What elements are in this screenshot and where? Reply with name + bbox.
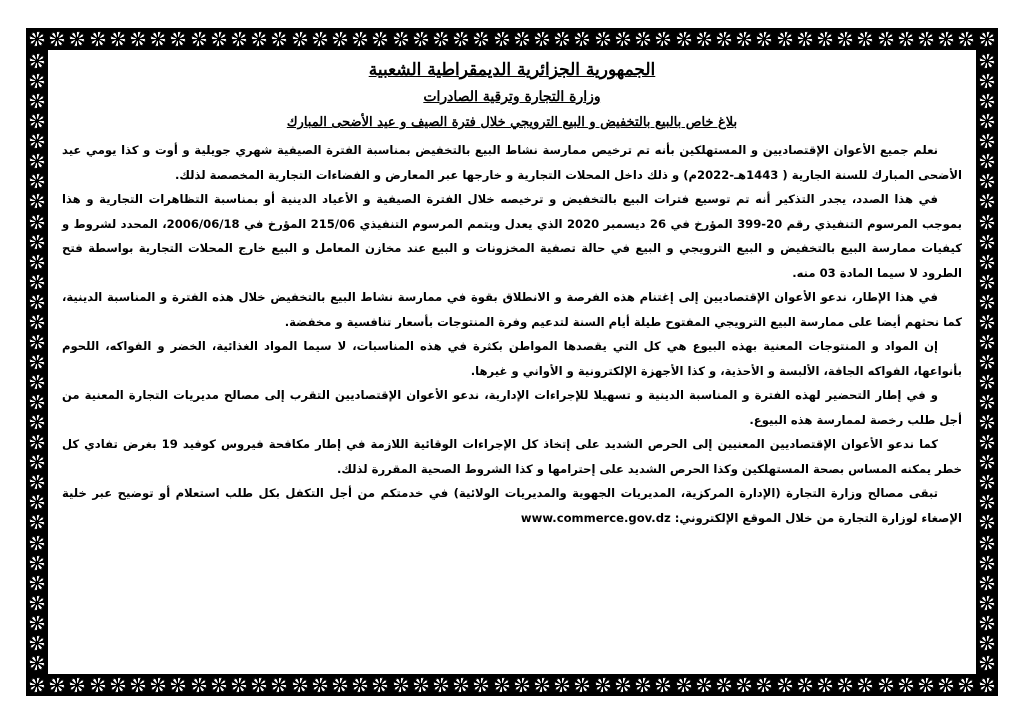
border-ornament [736,31,752,47]
border-ornament [292,677,308,693]
border-ornament [736,677,752,693]
border-ornament [211,677,227,693]
border-ornament [332,31,348,47]
border-ornament [110,677,126,693]
paragraph-decree: في هذا الصدد، يجدر التذكير أنه تم توسيع فترات البيع بالتخفيض و ترخيصه خلال الفترة الصيفية و الأعياد الدينية أو بمناسبة التظاهرات التجارية و هذا بموجب المرسوم التنفيذي رقم 20-399 المؤرخ في 26 ديسمبر 2020 الذي يعدل ويتمم المرسوم التنفيذي 215/06 المؤرخ في 2006/06/18، المحدد لشروط و كيفيات ممارسة البيع بالتخفيض و البيع الترويجي و البيع في حالة تصفية المخزونات و البيع عند مخازن المعامل و البيع خارج المحلات التجارية بواسطة فتح الطرود لا سيما المادة 03 منه. [62,192,963,280]
border-ornament [979,193,995,209]
border-ornament [979,394,995,410]
border-ornament [898,31,914,47]
border-ornament [979,294,995,310]
border-ornament [574,677,590,693]
border-ornament [29,314,45,330]
border-ornament [473,677,489,693]
border-ornament [615,31,631,47]
border-right [976,50,998,674]
border-ornament [979,474,995,490]
border-ornament [29,113,45,129]
border-ornament [473,31,489,47]
border-ornament [696,677,712,693]
border-ornament [878,31,894,47]
border-ornament [979,374,995,390]
border-ornament [69,677,85,693]
border-ornament [595,31,611,47]
border-ornament [878,677,894,693]
border-ornament [29,615,45,631]
border-ornament [231,31,247,47]
border-ornament [90,31,106,47]
decorative-border [26,28,998,696]
border-ornament [29,575,45,591]
border-ornament [29,214,45,230]
border-ornament [979,595,995,611]
border-ornament [979,73,995,89]
border-ornament [29,254,45,270]
border-ornament [979,655,995,671]
border-ornament [554,677,570,693]
border-ornament [29,193,45,209]
border-ornament [393,677,409,693]
border-ornament [453,31,469,47]
border-ornament [655,677,671,693]
border-ornament [170,31,186,47]
border-ornament [271,677,287,693]
border-ornament [756,31,772,47]
border-ornament [433,31,449,47]
border-ornament [90,677,106,693]
border-ornament [918,31,934,47]
border-ornament [979,234,995,250]
border-ornament [170,677,186,693]
ministry-title: وزارة التجارة وترقية الصادرات [423,89,601,105]
border-ornament [857,31,873,47]
border-ornament [130,677,146,693]
border-ornament [29,274,45,290]
border-ornament [837,31,853,47]
border-ornament [191,677,207,693]
border-ornament [514,677,530,693]
border-ornament [655,31,671,47]
border-ornament [777,31,793,47]
border-ornament [29,595,45,611]
border-ornament [494,677,510,693]
border-ornament [837,677,853,693]
border-ornament [979,494,995,510]
border-ornament [29,31,45,47]
border-ornament [29,677,45,693]
border-ornament [191,31,207,47]
border-ornament [817,677,833,693]
border-ornament [958,677,974,693]
border-ornament [292,31,308,47]
border-ornament [979,454,995,470]
border-ornament [979,434,995,450]
border-ornament [251,31,267,47]
border-ornament [979,514,995,530]
border-ornament [777,677,793,693]
border-ornament [534,31,550,47]
border-left [26,50,48,674]
border-ornament [372,677,388,693]
border-ornament [979,575,995,591]
border-ornament [979,615,995,631]
closing-text: تبقى مصالح وزارة التجارة (الإدارة المركزية، المديريات الجهوية والمديريات الولائية) في خدمتكم من أجل التكفل بكل طلب استعلام أو توضيح عبر خلية الإصغاء لوزارة التجارة من خلال الموقع الإلكتروني: [62,486,962,525]
border-ornament [393,31,409,47]
border-ornament [29,294,45,310]
border-ornament [29,53,45,69]
border-ornament [797,31,813,47]
border-ornament [979,555,995,571]
border-ornament [29,133,45,149]
border-ornament [918,677,934,693]
border-ornament [372,31,388,47]
border-ornament [29,655,45,671]
border-ornament [271,31,287,47]
paragraph-license: و في إطار التحضير لهذه الفترة و المناسبة الدينية و تسهيلا للإجراءات الإدارية، ندعو الأعوان الإقتصاديين التقرب إلى مصالح مديريات التجارة المعنية من أجل طلب رخصة لممارسة هذه البيوع. [62,388,962,427]
border-ornament [979,677,995,693]
paragraph-intro: نعلم جميع الأعوان الإقتصاديين و المستهلكين بأنه تم ترخيص ممارسة نشاط البيع بالتخفيض بمناسبة الفترة الصيفية شهري جويلية و أوت و كذا يومي عيد الأضحى المبارك للسنة الجارية ( 1443هـ-2022م) و ذلك داخل المحلات التجارية و خارجها عبر المعارض و الفضاءات التجارية المخصصة لذلك. [62,143,962,182]
paragraph-closing [62,481,962,530]
border-ornament [29,434,45,450]
border-ornament [797,677,813,693]
border-ornament [29,414,45,430]
border-ornament [352,31,368,47]
border-ornament [29,474,45,490]
border-ornament [150,677,166,693]
border-ornament [413,31,429,47]
border-ornament [29,173,45,189]
border-ornament [979,173,995,189]
border-ornament [352,677,368,693]
border-ornament [979,274,995,290]
border-ornament [150,31,166,47]
border-ornament [979,113,995,129]
border-ornament [433,677,449,693]
paragraph-invitation: في هذا الإطار، ندعو الأعوان الإقتصاديين إلى إغتنام هذه الفرصة و الانطلاق بقوة في ممارسة نشاط البيع بالتخفيض خلال هذه الفترة و المناسبة الدينية، كما نحثهم أيضا على ممارسة البيع الترويجي المفتوح طيلة أيام السنة لتدعيم وفرة المنتوجات بأسعار تنافسية و مخفضة. [62,290,962,329]
border-ornament [979,254,995,270]
border-ornament [251,677,267,693]
border-bottom [26,674,998,696]
border-ornament [49,677,65,693]
border-ornament [29,93,45,109]
border-ornament [716,677,732,693]
border-ornament [312,31,328,47]
announcement-subject: بلاغ خاص بالبيع بالتخفيض و البيع الترويجي خلال فترة الصيف و عيد الأضحى المبارك [286,115,738,130]
border-ornament [615,677,631,693]
border-ornament [979,153,995,169]
border-ornament [312,677,328,693]
border-ornament [635,31,651,47]
border-ornament [817,31,833,47]
border-ornament [29,555,45,571]
border-ornament [979,414,995,430]
border-ornament [29,494,45,510]
border-ornament [979,93,995,109]
border-ornament [29,153,45,169]
border-ornament [676,677,692,693]
border-ornament [211,31,227,47]
border-ornament [979,31,995,47]
border-ornament [332,677,348,693]
border-ornament [554,31,570,47]
paragraph-products: إن المواد و المنتوجات المعنية بهذه البيوع هي كل التي يقصدها المواطن بكثرة في هذه المناسبات، لا سيما المواد الغذائية، الخضر و الفواكه، اللحوم بأنواعها، الفواكه الجافة، الألبسة و الأحذية، و كذا الأجهزة الإلكترونية و الأواني و غيرها. [62,339,962,378]
border-ornament [857,677,873,693]
border-ornament [958,31,974,47]
border-ornament [29,514,45,530]
border-ornament [574,31,590,47]
border-ornament [29,394,45,410]
border-ornament [110,31,126,47]
border-ornament [231,677,247,693]
border-ornament [696,31,712,47]
border-ornament [716,31,732,47]
border-ornament [979,535,995,551]
border-ornament [979,53,995,69]
border-ornament [979,314,995,330]
paragraph-covid: كما ندعو الأعوان الإقتصاديين المعنيين إلى الحرص الشديد على إتخاذ كل الإجراءات الوقائية اللازمة في إطار مكافحة فيروس كوفيد 19 بغرض تفادي كل خطر يمكنه المساس بصحة المستهلكين وكذا الحرص الشديد على إحترامها و كذا الشروط الصحية المقررة لذلك. [62,437,962,476]
border-ornament [979,635,995,651]
border-ornament [413,677,429,693]
website-link[interactable]: www.commerce.gov.dz [520,510,671,525]
border-ornament [756,677,772,693]
border-ornament [29,374,45,390]
document-body [48,50,976,674]
border-ornament [130,31,146,47]
border-ornament [898,677,914,693]
border-ornament [635,677,651,693]
border-ornament [514,31,530,47]
border-ornament [979,133,995,149]
border-ornament [29,635,45,651]
republic-title: الجمهورية الجزائرية الديمقراطية الشعبية [368,60,656,80]
border-ornament [494,31,510,47]
border-ornament [29,73,45,89]
border-top [26,28,998,50]
border-ornament [595,677,611,693]
border-ornament [29,334,45,350]
border-ornament [979,334,995,350]
border-ornament [453,677,469,693]
border-ornament [29,454,45,470]
border-ornament [29,535,45,551]
border-ornament [979,354,995,370]
border-ornament [938,31,954,47]
border-ornament [69,31,85,47]
border-ornament [979,214,995,230]
border-ornament [29,234,45,250]
border-ornament [49,31,65,47]
border-ornament [534,677,550,693]
border-ornament [938,677,954,693]
border-ornament [29,354,45,370]
border-ornament [676,31,692,47]
